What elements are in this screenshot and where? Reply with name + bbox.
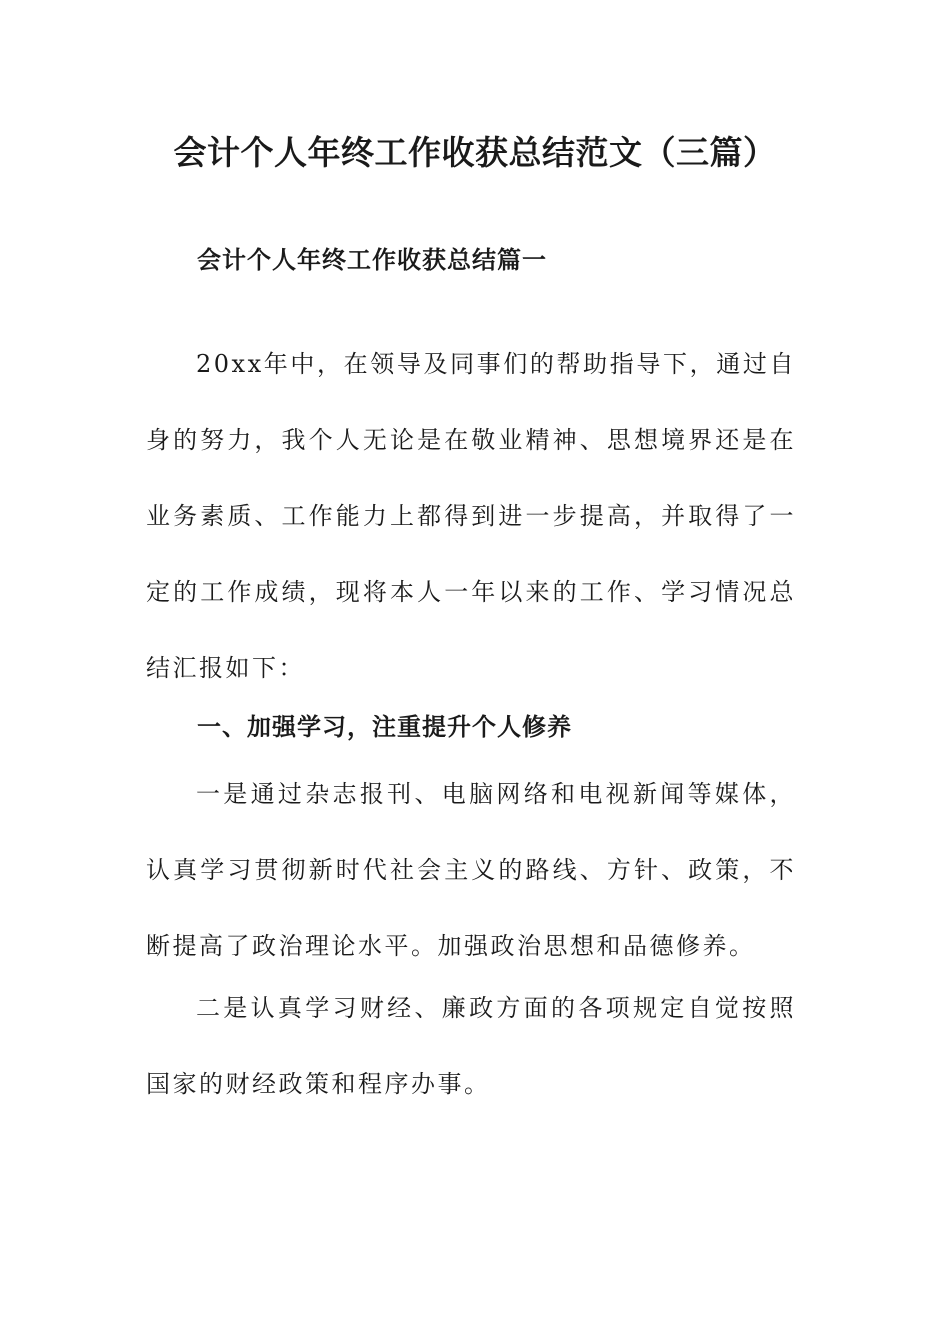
body-paragraph-2: 二是认真学习财经、廉政方面的各项规定自觉按照国家的财经政策和程序办事。 [146,994,796,1098]
body-paragraph-1: 一是通过杂志报刊、电脑网络和电视新闻等媒体，认真学习贯彻新时代社会主义的路线、方针、政策，不断提高了政治理论水平。加强政治思想和品德修养。 [146,780,796,960]
section-heading-1: 一、加强学习，注重提升个人修养 [197,713,572,741]
intro-paragraph: 20xx年中，在领导及同事们的帮助指导下，通过自身的努力，我个人无论是在敬业精神、思想境界还是在业务素质、工作能力上都得到进一步提高，并取得了一定的工作成绩，现将本人一年以来的工作、学习情况总结汇报如下： [146,350,796,682]
document-title: 会计个人年终工作收获总结范文（三篇） [173,133,777,172]
section-subtitle: 会计个人年终工作收获总结篇一 [197,246,547,274]
